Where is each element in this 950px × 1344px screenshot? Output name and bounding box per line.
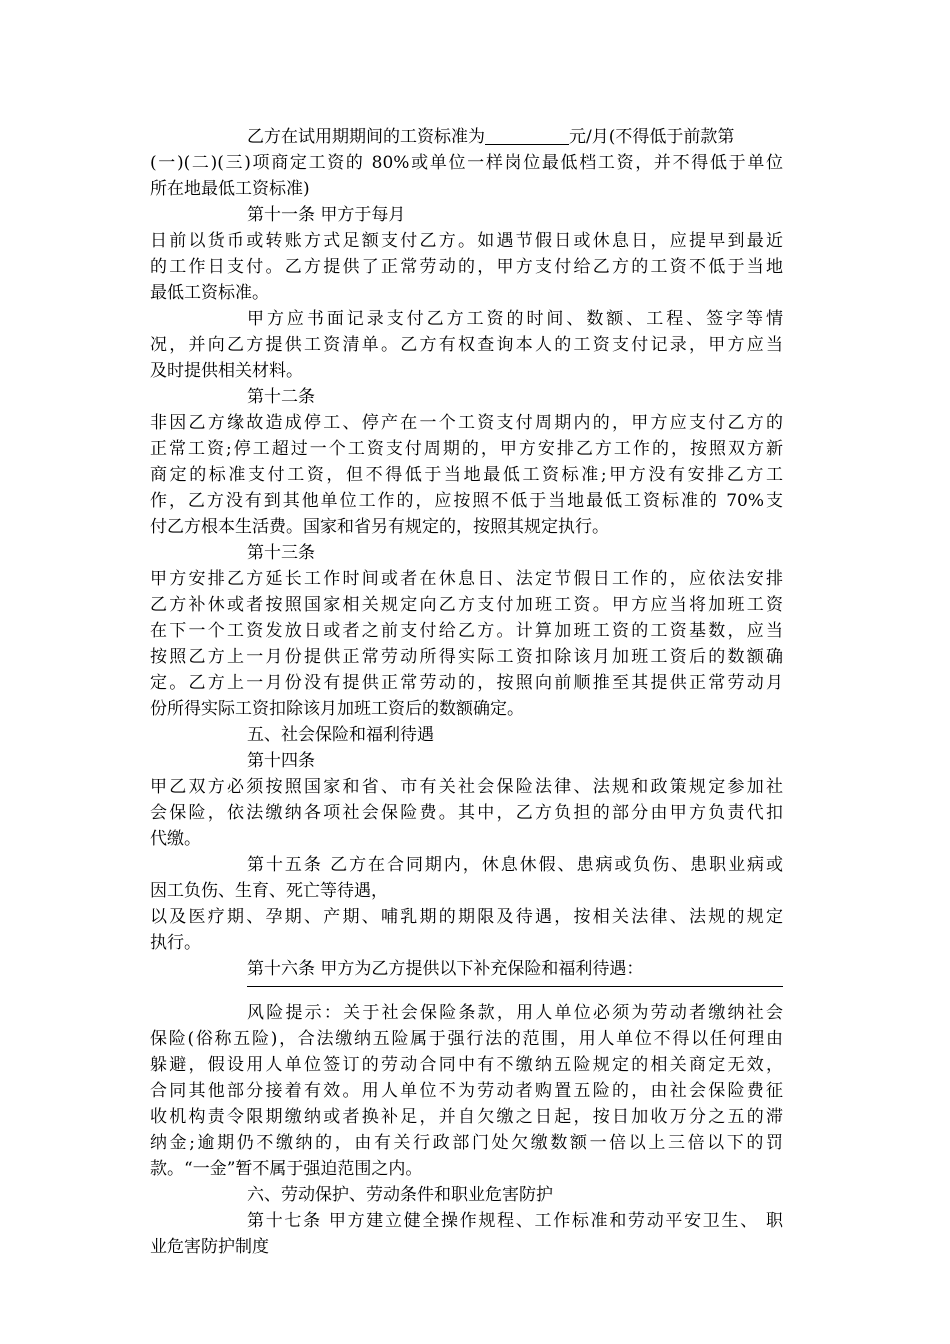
paragraph-line: 乙方在试用期期间的工资标准为 元/月(不得低于前款第: [247, 127, 735, 147]
article-heading: 第十四条: [247, 751, 315, 771]
paragraph-line: 正常工资;停工超过一个工资支付周期的，甲方安排乙方工作的，按照双方新: [150, 439, 783, 459]
article-heading: 第十七条 甲方建立健全操作规程、工作标准和劳动平安卫生、 职: [247, 1211, 783, 1231]
risk-note-line: 风险提示：关于社会保险条款，用人单位必须为劳动者缴纳社会: [247, 1003, 783, 1023]
section-heading: 五、社会保险和福利待遇: [247, 725, 434, 745]
article-heading: 第十三条: [247, 543, 315, 563]
paragraph-line: 商定的标准支付工资，但不得低于当地最低工资标准;甲方没有安排乙方工: [150, 465, 783, 485]
paragraph-line: 在下一个工资发放日或者之前支付给乙方。计算加班工资的工资基数，应当: [150, 621, 783, 641]
paragraph-line: 非因乙方缘故造成停工、停产在一个工资支付周期内的，甲方应支付乙方的: [150, 413, 783, 433]
salary-blank: [485, 126, 569, 145]
article-heading: 第十六条 甲方为乙方提供以下补充保险和福利待遇：: [247, 959, 644, 979]
paragraph-line: 会保险，依法缴纳各项社会保险费。其中，乙方负担的部分由甲方负责代扣: [150, 803, 783, 823]
risk-note-line: 纳金;逾期仍不缴纳的，由有关行政部门处欠缴数额一倍以上三倍以下的罚: [150, 1133, 783, 1153]
risk-note-line: 款。“一金”暂不属于强迫范围之内。: [150, 1159, 423, 1179]
paragraph-line: 的工作日支付。乙方提供了正常劳动的，甲方支付给乙方的工资不低于当地: [150, 257, 783, 277]
paragraph-line: 执行。: [150, 933, 201, 953]
paragraph-line: 所在地最低工资标准): [150, 179, 310, 199]
paragraph-line: 最低工资标准。: [150, 283, 269, 303]
paragraph-line: 甲方安排乙方延长工作时间或者在休息日、法定节假日工作的，应依法安排: [150, 569, 783, 589]
paragraph-line: 作，乙方没有到其他单位工作的，应按照不低于当地最低工资标准的 70%支: [150, 491, 783, 511]
paragraph-line: 第十五条 乙方在合同期内，休息休假、患病或负伤、患职业病或: [247, 855, 783, 875]
article-heading: 第十一条 甲方于每月: [247, 205, 406, 225]
paragraph-line: 按照乙方上一月份提供正常劳动所得实际工资扣除该月加班工资后的数额确: [150, 647, 783, 667]
paragraph-line: 定。乙方上一月份没有提供正常劳动的，按照向前顺推至其提供正常劳动月: [150, 673, 783, 693]
article-heading: 第十二条: [247, 387, 315, 407]
section-heading: 六、劳动保护、劳动条件和职业危害防护: [247, 1185, 553, 1205]
risk-note-line: 保险(俗称五险)，合法缴纳五险属于强行法的范围，用人单位不得以任何理由: [150, 1029, 783, 1049]
paragraph-line: 份所得实际工资扣除该月加班工资后的数额确定。: [150, 699, 524, 719]
paragraph-line: 付乙方根本生活费。国家和省另有规定的，按照其规定执行。: [150, 517, 609, 537]
risk-note-line: 收机构责令限期缴纳或者换补足，并自欠缴之日起，按日加收万分之五的滞: [150, 1107, 783, 1127]
paragraph-line: 况，并向乙方提供工资清单。乙方有权查询本人的工资支付记录，甲方应当: [150, 335, 783, 355]
paragraph-line: 因工负伤、生育、死亡等待遇，: [150, 881, 388, 901]
risk-note-line: 躲避，假设用人单位签订的劳动合同中有不缴纳五险规定的相关商定无效，: [150, 1055, 783, 1075]
paragraph-line: 甲乙双方必须按照国家和省、市有关社会保险法律、法规和政策规定参加社: [150, 777, 783, 797]
paragraph-line: 日前以货币或转账方式足额支付乙方。如遇节假日或休息日，应提早到最近: [150, 231, 783, 251]
paragraph-line: (一)(二)(三)项商定工资的 80%或单位一样岗位最低档工资，并不得低于单位: [150, 153, 783, 173]
risk-note-line: 合同其他部分接着有效。用人单位不为劳动者购置五险的，由社会保险费征: [150, 1081, 783, 1101]
paragraph-line: 业危害防护制度: [150, 1237, 269, 1257]
paragraph-line: 以及医疗期、孕期、产期、哺乳期的期限及待遇，按相关法律、法规的规定: [150, 907, 783, 927]
paragraph-line: 乙方补休或者按照国家相关规定向乙方支付加班工资。甲方应当将加班工资: [150, 595, 783, 615]
paragraph-line: 代缴。: [150, 829, 201, 849]
paragraph-line: 及时提供相关材料。: [150, 361, 303, 381]
fill-in-line: [247, 986, 783, 987]
paragraph-line: 甲方应书面记录支付乙方工资的时间、数额、工程、签字等情: [247, 309, 783, 329]
